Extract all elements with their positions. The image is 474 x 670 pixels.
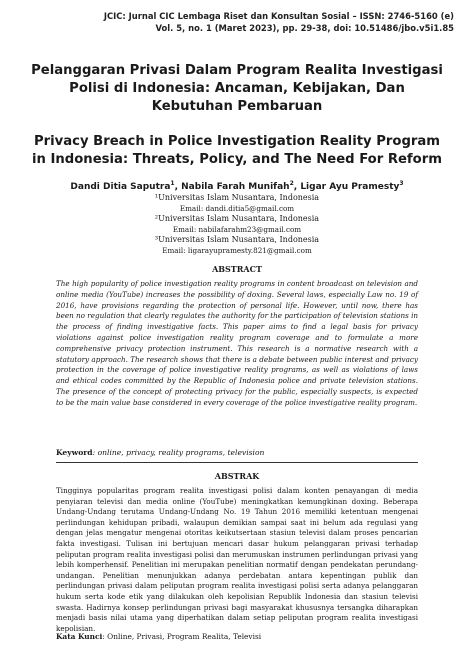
author-superscript: 3 bbox=[399, 180, 404, 187]
affiliation: ²Universitas Islam Nusantara, Indonesia bbox=[154, 214, 320, 224]
affiliation: ³Universitas Islam Nusantara, Indonesia bbox=[154, 235, 320, 245]
journal-header bbox=[14, 10, 454, 34]
keywords-text: : Online, Privasi, Program Realita, Televisi bbox=[102, 632, 262, 641]
journal-citation-line: JCIC: Jurnal CIC Lembaga Riset dan Konsultan Sosial – ISSN: 2746-5160 (e) bbox=[103, 11, 454, 21]
author-email: Email: dandi.ditia5@gmail.com bbox=[179, 203, 295, 213]
author-separator: , bbox=[293, 182, 301, 192]
title-english: Privacy Breach in Police Investigation Reality Program in Indonesia: Threats, Policy, and The Need For Reform bbox=[32, 134, 442, 167]
abstrak-heading: ABSTRAK bbox=[214, 471, 260, 481]
author-name: Nabila Farah Munifah bbox=[181, 182, 290, 192]
author-list bbox=[20, 178, 454, 193]
author-name: Ligar Ayu Pramesty bbox=[300, 182, 400, 192]
author-separator: , bbox=[174, 182, 182, 192]
author-email: Email: nabilafarahm23@gmail.com bbox=[172, 224, 302, 234]
keywords-english bbox=[56, 448, 418, 458]
abstract-heading: ABSTRACT bbox=[212, 264, 262, 274]
affiliation: ¹Universitas Islam Nusantara, Indonesia bbox=[154, 193, 320, 202]
abstract-english: The high popularity of police investigation reality programs in content broadcast on television and online media (YouTube) increases the possibility of doxing. Several laws, especially Law no. 19 of 2016, have provisions regarding the protection of personal life. However, until now, there has been no regulation that clearly regulates the authority for the participation of television stations in the process of finding investigative facts. This paper aims to find a legal basis for privacy violations against police investigation reality program coverage and to formulate a more comprehensive privacy protection instrument. This research is a normative research with a statutory approach. The research shows that there is a debate between public interest and privacy protection in the coverage of police investigative reality programs, as well as violations of laws and ethical codes committed by the Republic of Indonesia police and private television stations. The presence of the concept of protecting privacy for the public, especially suspects, is expected to be the main value base considered in every coverage of the police investigative reality program. bbox=[56, 279, 418, 407]
author-name: Dandi Ditia Saputra bbox=[70, 182, 171, 192]
journal-volume-line: Vol. 5, no. 1 (Maret 2023), pp. 29-38, doi: 10.51486/jbo.v5i1.85 bbox=[155, 23, 454, 33]
affiliation-list bbox=[20, 193, 454, 257]
keywords-label: Keyword bbox=[56, 448, 93, 457]
keywords-label: Kata Kunci bbox=[56, 632, 103, 641]
author-email: Email: ligarayupramesty.821@gmail.com bbox=[162, 245, 312, 255]
author-superscript: 2 bbox=[289, 180, 294, 187]
title-indonesian: Pelanggaran Privasi Dalam Program Realita Investigasi Polisi di Indonesia: Ancaman, Kebijakan, Dan Kebutuhan Pembaruan bbox=[31, 63, 443, 114]
keywords-indonesian bbox=[56, 632, 418, 642]
abstract-indonesian: Tingginya popularitas program realita investigasi polisi dalam konten penayangan di media penyiaran televisi dan media online (YouTube) meningkatkan kemungkinan doxing. Beberapa Undang-Undang terutama Undang-Undang No. 19 Tahun 2016 memiliki ketentuan mengenai perlindungan kehidupan pribadi, walaupun demikian sampai saat ini belum ada regulasi yang dengan jelas mengatur mengenai otoritas keikutsertaan stasiun televisi dalam proses pencarian fakta investigasi. Tulisan ini bertujuan mencari dasar hukum pelanggaran privasi terhadap peliputan program realita investigasi polisi dan merumuskan instrumen perlindungan privasi yang lebih komperhensif. Penelitian ini merupakan penelitian normatif dengan pendekatan perundang-undangan. Penelitian menunjukkan adanya perdebatan antara kepentingan publik dan perlindungan privasi dalam peliputan program realita investigasi polisi serta adanya pelanggaran hukum serta kode etik yang dilakukan oleh kepolisian Republik Indonesia dan stasiun televisi swasta. Hadirnya konsep perlindungan privasi bagi masyarakat khususnya tersangka diharapkan menjadi basis nilai utama yang diperhatikan dalam setiap peliputan program realita investigasi kepolisian. bbox=[56, 486, 418, 633]
author-superscript: 1 bbox=[170, 180, 175, 187]
section-divider bbox=[56, 462, 418, 463]
keywords-text: : online, privacy, reality programs, television bbox=[92, 448, 265, 457]
